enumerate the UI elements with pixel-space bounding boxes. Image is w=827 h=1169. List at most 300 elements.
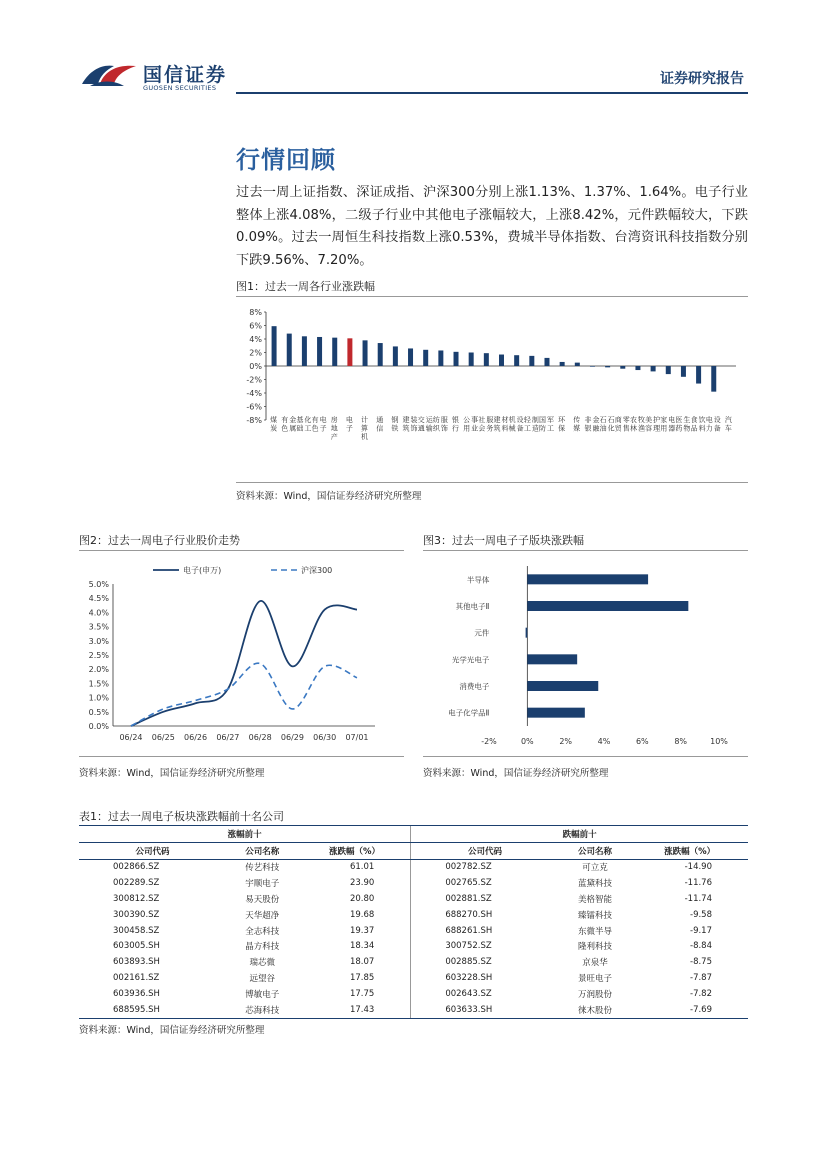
x-tick-char: 融 <box>592 424 600 433</box>
y-tick-label: 4% <box>249 335 262 344</box>
legend-label: 电子(申万) <box>183 566 222 575</box>
y-tick-label: 元件 <box>474 628 490 638</box>
figure2-source: 资料来源：Wind，国信证券经济研究所整理 <box>79 768 265 779</box>
x-tick-label <box>494 415 509 433</box>
y-tick-label: 5.0% <box>88 580 109 589</box>
x-tick-char: 料 <box>698 424 706 433</box>
col-name: 公司名称 <box>226 842 299 859</box>
figure2-bottom-rule <box>79 756 404 757</box>
loser-name: 东微半导 <box>577 926 612 937</box>
y-tick-label: 4.5% <box>88 594 109 604</box>
bar <box>651 366 656 371</box>
gainer-name: 芯海科技 <box>226 1002 299 1018</box>
loser-code: 002782.SZ <box>411 859 559 875</box>
x-tick-label <box>584 415 600 433</box>
x-tick-char: 建 <box>493 416 501 424</box>
y-tick-label: 1.5% <box>88 679 109 689</box>
gainer-name: 博敏电子 <box>245 989 280 1000</box>
x-tick-char: 交 <box>417 416 425 424</box>
loser-pct: -7.87 <box>690 973 712 984</box>
x-tick-char: 信 <box>376 424 384 433</box>
x-tick-label: 07/01 <box>345 733 369 742</box>
x-tick-char: 服 <box>486 416 494 424</box>
x-tick-char: 织 <box>432 424 440 433</box>
loser-name: 京泉华 <box>582 958 608 969</box>
bar <box>696 366 701 384</box>
gainer-code: 002289.SZ <box>113 878 160 889</box>
company-logo <box>80 58 138 92</box>
losers-header: 跌幅前十 <box>411 826 748 843</box>
loser-name: 徕木股份 <box>559 1002 632 1018</box>
y-tick-label: -8% <box>246 416 262 425</box>
section-title: 行情回顾 <box>236 146 336 174</box>
x-tick-label: 4% <box>597 737 611 746</box>
x-tick-label: 0% <box>520 737 534 746</box>
x-tick-char: 纺 <box>432 416 440 424</box>
x-tick-char: 色 <box>281 424 289 433</box>
x-tick-label: 06/29 <box>280 733 304 742</box>
bar <box>347 338 352 366</box>
x-tick-char: 工 <box>304 424 312 433</box>
x-tick-label <box>296 415 311 433</box>
y-tick-label: 0% <box>249 362 262 371</box>
x-tick-char: 础 <box>296 424 304 433</box>
x-tick-char: 用 <box>463 424 471 433</box>
x-tick-char: 炭 <box>270 424 278 433</box>
x-tick-char: 产 <box>330 433 338 441</box>
col-name: 公司名称 <box>559 842 632 859</box>
gainer-code: 603893.SH <box>113 957 160 968</box>
x-tick-char: 输 <box>425 424 433 433</box>
x-tick-char: 电 <box>705 416 713 424</box>
bar <box>438 350 443 366</box>
logo-mark <box>80 58 138 92</box>
y-tick-label: -4% <box>246 389 262 398</box>
x-tick-char: 贸 <box>614 424 622 433</box>
gainer-pct: 19.68 <box>349 909 375 920</box>
x-tick-label: -2% <box>481 737 497 746</box>
x-tick-char: 务 <box>486 424 494 433</box>
x-tick-char: 油 <box>599 424 607 433</box>
x-tick-char: 有 <box>311 416 319 424</box>
x-tick-char: 基 <box>296 416 304 424</box>
bar <box>454 352 459 366</box>
x-tick-char: 容 <box>645 424 653 433</box>
y-tick-label: 其他电子Ⅱ <box>455 602 490 611</box>
table-row <box>79 1002 748 1018</box>
figure1-title: 图1：过去一周各行业涨跌幅 <box>236 280 375 293</box>
x-tick-char: 械 <box>508 424 516 433</box>
x-tick-label <box>391 415 398 433</box>
x-tick-label <box>281 415 296 433</box>
table-row <box>79 954 748 970</box>
x-tick-char: 机 <box>508 416 516 424</box>
table1-source: 资料来源：Wind，国信证券经济研究所整理 <box>79 1025 265 1036</box>
x-tick-char: 化 <box>304 416 312 424</box>
bar <box>526 628 528 638</box>
table-row <box>79 891 748 907</box>
y-tick-label: 半导体 <box>466 575 490 585</box>
x-tick-char: 媒 <box>573 424 581 433</box>
y-tick-label: 6% <box>249 321 262 331</box>
x-tick-label: 06/24 <box>119 733 143 742</box>
gainer-code: 603936.SH <box>113 988 160 999</box>
x-tick-char: 备 <box>713 424 721 433</box>
x-tick-char: 银 <box>584 424 592 433</box>
gainer-pct: 19.37 <box>349 925 375 936</box>
x-tick-label <box>524 415 539 433</box>
loser-code: 688261.SH <box>411 923 559 939</box>
x-tick-label <box>433 415 448 433</box>
x-tick-char: 筑 <box>402 424 410 433</box>
x-tick-char: 品 <box>690 424 698 433</box>
header-divider <box>236 92 748 94</box>
loser-name: 万润股份 <box>577 989 612 1000</box>
x-tick-char: 会 <box>478 424 486 433</box>
bar <box>363 340 368 366</box>
table-row <box>79 970 748 986</box>
x-tick-char: 通 <box>376 416 384 424</box>
table-row <box>79 907 748 923</box>
x-tick-char: 行 <box>452 424 460 433</box>
x-tick-char: 保 <box>558 424 566 433</box>
x-tick-char: 电 <box>668 416 676 424</box>
loser-code: 603228.SH <box>411 970 559 986</box>
x-tick-char: 料 <box>501 424 509 433</box>
loser-pct: -14.90 <box>684 862 712 873</box>
gainer-name: 宇顺电子 <box>245 879 280 890</box>
bar <box>378 343 383 366</box>
x-tick-label: 06/30 <box>313 733 337 742</box>
figure3-title: 图3：过去一周电子子版块涨跌幅 <box>423 534 584 547</box>
y-tick-label: 3.0% <box>88 636 109 646</box>
x-tick-char: 工 <box>546 424 554 433</box>
y-tick-label: 3.5% <box>88 622 109 632</box>
loser-pct: -11.74 <box>684 894 712 905</box>
x-tick-char: 军 <box>546 416 554 424</box>
x-tick-char: 饰 <box>440 424 448 433</box>
x-tick-char: 家 <box>660 416 668 424</box>
x-tick-char: 有 <box>281 416 289 424</box>
x-tick-char: 理 <box>653 424 661 433</box>
x-tick-char: 钢 <box>391 416 399 424</box>
x-tick-char: 用 <box>660 424 668 433</box>
x-tick-char: 计 <box>361 416 369 424</box>
bar <box>469 353 474 367</box>
x-tick-char: 地 <box>330 424 338 433</box>
gainer-name: 全志科技 <box>245 926 280 937</box>
x-tick-label <box>615 415 630 433</box>
x-tick-char: 算 <box>361 424 369 433</box>
gainer-code: 688595.SH <box>79 1002 226 1018</box>
x-tick-char: 医 <box>675 416 683 424</box>
bar <box>575 363 580 366</box>
x-tick-char: 国 <box>538 416 546 424</box>
bar <box>423 350 428 366</box>
gainer-name: 易天股份 <box>245 895 280 906</box>
loser-name: 蓝黛科技 <box>577 879 612 890</box>
x-tick-char: 运 <box>425 416 433 424</box>
x-tick-label <box>691 415 706 433</box>
x-tick-char: 防 <box>538 424 546 433</box>
x-tick-label <box>675 415 690 433</box>
bar <box>499 355 504 366</box>
bar <box>681 366 686 377</box>
gainers-header: 涨幅前十 <box>79 826 411 843</box>
report-type: 证券研究报告 <box>660 71 744 87</box>
bar <box>529 356 534 366</box>
company-name-cn: 国信证券 <box>143 64 228 86</box>
loser-code: 002643.SZ <box>411 986 559 1002</box>
gainer-name: 远望谷 <box>249 974 276 985</box>
x-tick-label: 10% <box>710 737 728 746</box>
x-tick-char: 社 <box>478 416 486 424</box>
figure1-top-rule <box>236 296 748 297</box>
x-tick-label <box>706 415 721 433</box>
loser-code: 688270.SH <box>411 907 559 923</box>
x-tick-char: 公 <box>463 416 471 424</box>
figure3-bottom-rule <box>423 756 748 757</box>
bar <box>302 336 307 366</box>
figure1-bottom-rule <box>236 482 748 483</box>
x-tick-label <box>725 415 732 433</box>
x-tick-char: 林 <box>629 424 637 433</box>
loser-code: 002885.SZ <box>411 954 559 970</box>
x-tick-char: 非 <box>584 416 592 424</box>
gainer-name: 天华超净 <box>245 910 280 921</box>
series-line <box>131 663 357 726</box>
x-tick-label <box>376 415 383 433</box>
y-tick-label: 消费电子 <box>459 682 490 691</box>
x-tick-char: 备 <box>516 424 524 433</box>
loser-pct: -11.76 <box>684 878 712 889</box>
loser-pct: -9.58 <box>690 909 712 920</box>
x-tick-label <box>418 415 434 433</box>
col-code: 公司代码 <box>411 842 559 859</box>
y-tick-label: 光学光电子 <box>451 655 490 665</box>
x-tick-char: 子 <box>319 424 327 433</box>
x-tick-char: 通 <box>417 424 425 433</box>
loser-name: 景旺电子 <box>577 974 612 985</box>
bar <box>527 574 648 584</box>
loser-name: 可立克 <box>582 863 608 874</box>
x-tick-char: 农 <box>629 416 637 424</box>
table-row <box>79 939 748 955</box>
x-tick-char: 设 <box>713 416 721 424</box>
bar <box>666 366 671 374</box>
bar <box>560 362 565 366</box>
x-tick-label: 6% <box>635 737 649 746</box>
x-tick-char: 器 <box>668 424 676 433</box>
figure2-chart <box>79 556 404 752</box>
figure2-title: 图2：过去一周电子行业股价走势 <box>79 534 240 547</box>
bar <box>620 366 625 369</box>
figure1-chart <box>236 300 748 480</box>
y-tick-label: 2% <box>249 348 262 358</box>
bar <box>590 366 595 367</box>
bar <box>514 355 519 366</box>
bar <box>272 326 277 366</box>
table-row <box>79 859 748 875</box>
gainer-name: 瑞芯微 <box>249 958 276 969</box>
x-tick-char: 售 <box>622 424 630 433</box>
loser-name: 隆利科技 <box>577 942 612 953</box>
x-tick-label <box>463 415 478 433</box>
bar <box>408 348 413 366</box>
gainer-pct: 23.90 <box>349 878 375 889</box>
y-tick-label: 4.0% <box>88 608 109 618</box>
x-tick-char: 装 <box>410 416 418 424</box>
gainer-code: 300812.SZ <box>113 894 160 905</box>
loser-pct: -9.17 <box>690 925 712 936</box>
series-line <box>131 601 357 726</box>
bar <box>317 337 322 366</box>
x-tick-char: 金 <box>289 416 297 424</box>
x-tick-label: 06/25 <box>151 733 175 742</box>
x-tick-char: 护 <box>653 416 661 424</box>
y-tick-label: 2.0% <box>88 665 109 675</box>
loser-pct: -7.82 <box>690 988 712 999</box>
x-tick-char: 传 <box>573 416 581 424</box>
x-tick-char: 环 <box>558 416 566 424</box>
gainer-pct: 18.07 <box>349 957 375 968</box>
x-tick-char: 电 <box>345 416 353 424</box>
gainer-code: 002161.SZ <box>113 973 160 984</box>
x-tick-label: 06/28 <box>248 733 272 742</box>
x-tick-char: 铁 <box>391 424 399 433</box>
x-tick-char: 美 <box>645 416 653 424</box>
x-tick-char: 工 <box>523 424 531 433</box>
x-tick-char: 力 <box>705 424 713 433</box>
x-tick-label <box>403 415 418 433</box>
bar <box>635 366 640 370</box>
x-tick-char: 建 <box>402 416 410 424</box>
x-tick-char: 业 <box>471 424 479 433</box>
figure3-source: 资料来源：Wind，国信证券经济研究所整理 <box>423 768 609 779</box>
loser-name: 美格智能 <box>577 895 612 906</box>
x-tick-char: 商 <box>614 416 622 424</box>
x-tick-label: 8% <box>674 737 688 746</box>
x-tick-char: 化 <box>607 424 615 433</box>
y-tick-label: 电子化学品Ⅱ <box>448 708 490 718</box>
gainer-pct: 20.80 <box>349 894 375 905</box>
y-tick-label: 2.5% <box>88 651 109 660</box>
x-tick-char: 机 <box>361 433 369 441</box>
x-tick-label <box>270 415 277 433</box>
company-name-en: GUOSEN SECURITIES <box>143 84 217 92</box>
bar <box>527 681 598 691</box>
x-tick-char: 石 <box>607 416 615 424</box>
table-row <box>79 923 748 939</box>
x-tick-char: 饮 <box>698 416 706 424</box>
x-tick-char: 造 <box>531 424 539 433</box>
bar <box>332 338 337 366</box>
col-code: 公司代码 <box>79 842 226 859</box>
loser-pct: -8.84 <box>690 941 712 952</box>
loser-code: 002765.SZ <box>411 875 559 891</box>
bar <box>287 334 292 366</box>
x-tick-char: 电 <box>319 416 327 424</box>
x-tick-char: 材 <box>501 416 509 424</box>
gainer-code: 603005.SH <box>113 941 160 952</box>
gainer-pct: 17.75 <box>349 988 375 999</box>
gainer-pct: 17.85 <box>349 973 375 984</box>
gainer-code: 300390.SZ <box>113 909 160 920</box>
x-tick-label <box>600 416 615 433</box>
gainer-pct: 18.34 <box>349 941 375 952</box>
loser-pct: -7.69 <box>631 1002 748 1018</box>
x-tick-label: 2% <box>559 737 573 746</box>
x-tick-label <box>660 415 675 433</box>
x-tick-char: 轻 <box>523 416 531 424</box>
x-tick-char: 药 <box>675 424 683 433</box>
loser-code: 603633.SH <box>411 1002 559 1018</box>
x-tick-char: 汽 <box>724 416 732 424</box>
x-tick-label <box>573 415 580 433</box>
bar <box>711 366 716 392</box>
x-tick-label <box>558 416 566 433</box>
gainer-code: 300458.SZ <box>113 925 160 936</box>
x-tick-label <box>630 415 645 433</box>
x-tick-char: 房 <box>330 416 338 424</box>
x-tick-label: 06/26 <box>184 733 208 742</box>
x-tick-label <box>361 415 368 441</box>
x-tick-label: 06/27 <box>216 733 240 742</box>
x-tick-label <box>331 415 338 441</box>
bar <box>605 366 610 367</box>
legend-label: 沪深300 <box>301 566 333 575</box>
x-tick-label <box>478 415 493 433</box>
loser-name: 臻镭科技 <box>577 910 612 921</box>
bar <box>544 358 549 366</box>
y-tick-label: 8% <box>249 308 262 317</box>
x-tick-char: 子 <box>345 424 353 433</box>
x-tick-char: 制 <box>531 416 539 424</box>
col-pct: 涨跌幅（%） <box>631 842 748 859</box>
y-tick-label: -2% <box>246 375 262 385</box>
summary-paragraph: 过去一周上证指数、深证成指、沪深300分别上涨1.13%、1.37%、1.64%。电子行业整体上涨4.08%，二级子行业中其他电子涨幅较大，上涨8.42%，元件跌幅较大，下跌0.09%。过去一周恒生科技指数上涨0.53%，费城半导体指数、台湾资讯科技指数分别下跌9.56%、7.20%。 <box>236 185 748 268</box>
x-tick-char: 物 <box>683 424 691 433</box>
x-tick-char: 银 <box>452 416 460 424</box>
x-tick-char: 车 <box>724 424 732 433</box>
gainer-pct: 61.01 <box>349 862 375 873</box>
x-tick-char: 食 <box>690 416 698 424</box>
table-row <box>79 986 748 1002</box>
x-tick-char: 石 <box>599 416 607 424</box>
x-tick-char: 属 <box>289 424 297 433</box>
col-pct: 涨跌幅（%） <box>299 842 411 859</box>
loser-code: 300752.SZ <box>411 939 559 955</box>
x-tick-char: 渔 <box>637 424 645 433</box>
x-tick-label <box>452 415 459 433</box>
x-tick-char: 零 <box>622 416 630 424</box>
bar <box>527 654 577 664</box>
gainer-name: 传艺科技 <box>245 863 280 874</box>
y-tick-label: 0.0% <box>88 722 109 731</box>
gainer-name: 晶方科技 <box>245 942 280 953</box>
x-tick-char: 事 <box>471 416 479 424</box>
x-tick-label <box>312 415 327 433</box>
x-tick-label <box>645 415 660 433</box>
x-tick-char: 煤 <box>270 416 278 424</box>
gainer-pct: 17.43 <box>299 1002 411 1018</box>
table1-title: 表1：过去一周电子板块涨跌幅前十名公司 <box>79 810 284 823</box>
x-tick-label <box>509 415 524 433</box>
x-tick-char: 生 <box>683 416 691 424</box>
bar <box>527 601 688 611</box>
y-tick-label: 1.0% <box>88 693 109 703</box>
table-row <box>79 875 748 891</box>
